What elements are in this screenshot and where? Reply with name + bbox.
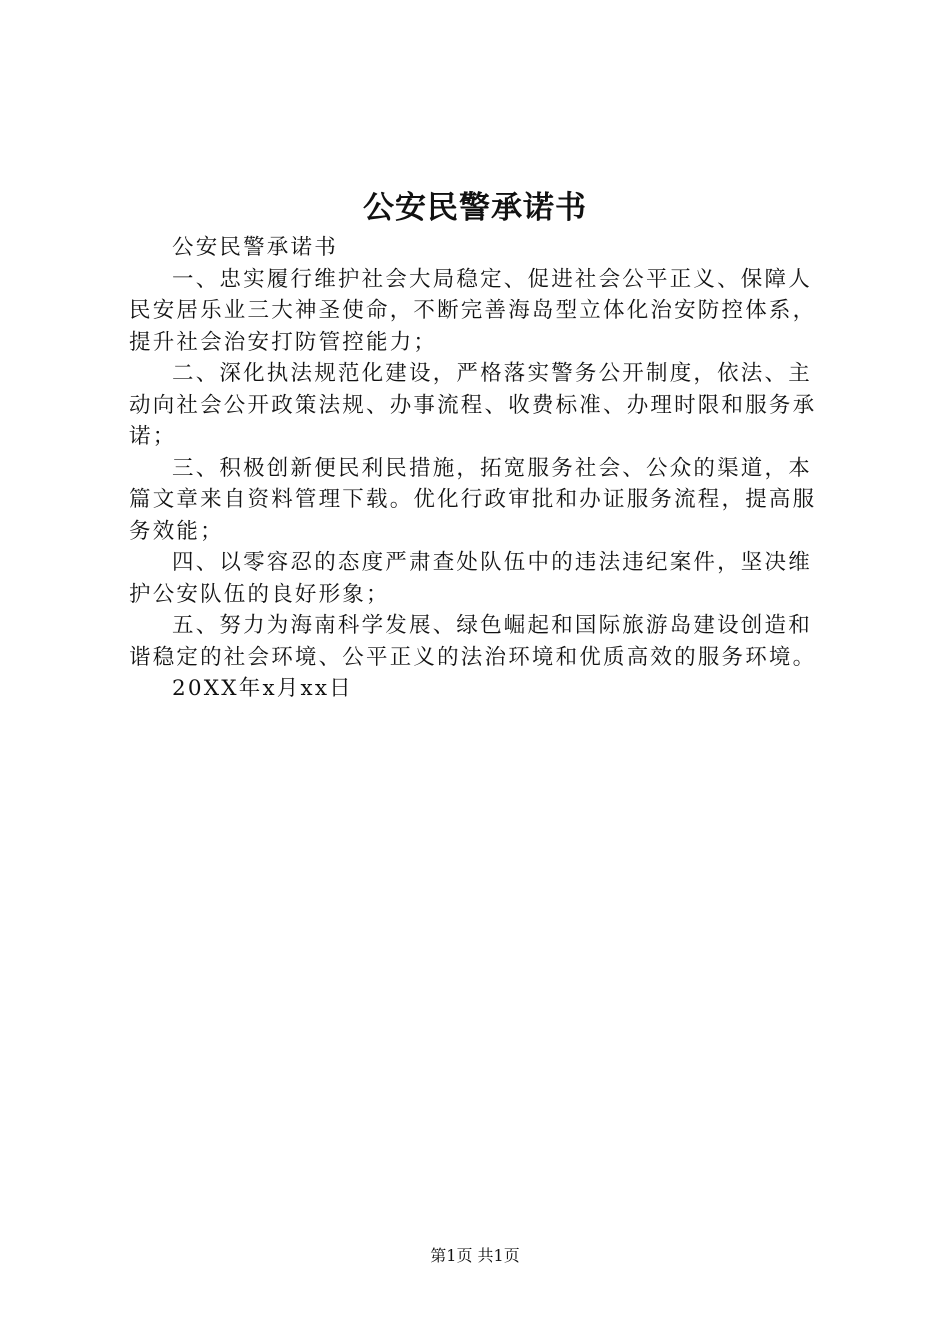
paragraph-item-3: 三、积极创新便民利民措施，拓宽服务社会、公众的渠道，本篇文章来自资料管理下载。优化行政审批和办证服务流程，提高服务效能； <box>129 455 817 544</box>
paragraph-item-1: 一、忠实履行维护社会大局稳定、促进社会公平正义、保障人民安居乐业三大神圣使命，不断完善海岛型立体化治安防控体系，提升社会治安打防管控能力； <box>129 266 817 355</box>
paragraph-item-2: 二、深化执法规范化建设，严格落实警务公开制度，依法、主动向社会公开政策法规、办事流程、收费标准、办理时限和服务承诺； <box>129 361 817 449</box>
paragraph-item-5: 五、努力为海南科学发展、绿色崛起和国际旅游岛建设创造和谐稳定的社会环境、公平正义的法治环境和优质高效的服务环境。 <box>129 613 817 670</box>
page-title: 公安民警承诺书 <box>363 190 587 226</box>
date-line: 20XX年x月xx日 <box>172 676 353 701</box>
document-body <box>129 232 832 705</box>
paragraph-item-4: 四、以零容忍的态度严肃查处队伍中的违法违纪案件，坚决维护公安队伍的良好形象； <box>129 550 812 607</box>
page-number-footer: 第1页 共1页 <box>430 1246 520 1265</box>
paragraph-heading: 公安民警承诺书 <box>172 235 338 260</box>
